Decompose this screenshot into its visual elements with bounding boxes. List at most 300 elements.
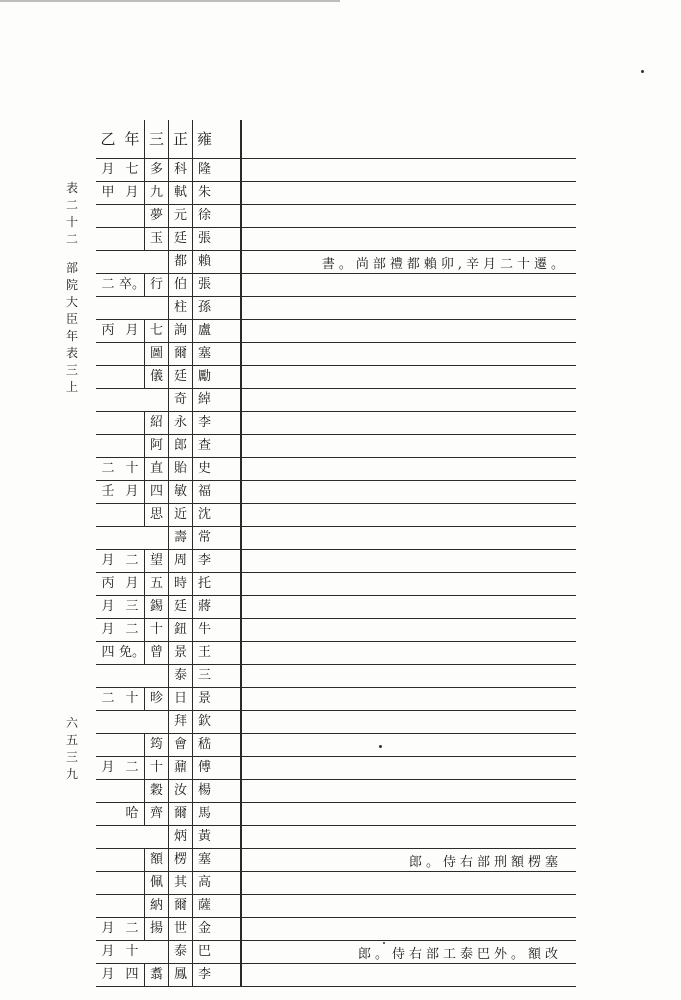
table-cell: 月 (101, 967, 115, 982)
table-cell: 直 (144, 458, 168, 480)
side-char: 臣 (65, 312, 78, 326)
table-row (96, 343, 576, 366)
name-cells (96, 297, 240, 319)
speck (379, 745, 382, 748)
page-number (60, 715, 84, 783)
table-cell: 免。 (119, 645, 146, 660)
table-cell: 塞 (192, 849, 216, 871)
column-divider (240, 550, 242, 572)
column-divider (240, 642, 242, 664)
table-cell: 十 (125, 461, 139, 476)
table-row (96, 458, 576, 481)
table-row (96, 849, 576, 872)
table-cell: 哈 (125, 806, 139, 821)
table-cell: 楞 (168, 849, 192, 871)
table-row (96, 711, 576, 734)
side-char: 九 (65, 767, 78, 781)
table-row (96, 596, 576, 619)
speck (641, 70, 644, 73)
side-char: 表 (65, 346, 78, 360)
table-cell: 月 (125, 185, 139, 200)
side-char: 六 (65, 716, 78, 730)
table-cell (120, 205, 144, 227)
table-cell: 馬 (192, 803, 216, 825)
table-cell: 玉 (144, 228, 168, 250)
table-row (96, 481, 576, 504)
table-row (96, 159, 576, 182)
table-row (96, 688, 576, 711)
table-cell: 行 (144, 274, 168, 296)
table-cell: 金 (192, 918, 216, 940)
table-cell: 年 (124, 130, 140, 148)
speck (383, 942, 385, 944)
table-cell: 科 (168, 159, 192, 181)
name-cells (96, 619, 240, 641)
column-divider (240, 481, 242, 503)
table-cell: 月 (101, 599, 115, 614)
table-cell: 丙 (101, 576, 115, 591)
table-row (96, 527, 576, 550)
table-cell: 史 (192, 458, 216, 480)
table-cell: 錫 (144, 596, 168, 618)
column-divider (240, 918, 242, 940)
name-cells (96, 389, 240, 411)
table-cell (120, 711, 144, 733)
table-cell: 張 (192, 228, 216, 250)
side-running-title (60, 180, 84, 396)
table-cell: 卒。 (119, 277, 146, 292)
table-cell: 十 (144, 757, 168, 779)
table-cell (120, 527, 144, 549)
column-divider (240, 964, 242, 986)
name-cells (96, 573, 240, 595)
table-cell: 會 (168, 734, 192, 756)
table-cell: 嵇 (192, 734, 216, 756)
table-cell: 七 (125, 162, 139, 177)
table-cell: 時 (168, 573, 192, 595)
name-cells (96, 366, 240, 388)
table-cell: 奇 (168, 389, 192, 411)
appointment-note: 郎。侍右部工泰巴外。額改 (357, 946, 562, 962)
table-cell: 隆 (192, 159, 216, 181)
name-cells (96, 665, 240, 687)
table-cell: 景 (168, 642, 192, 664)
table-cell: 二 (125, 622, 139, 637)
table-cell: 揚 (144, 918, 168, 940)
table-cell: 納 (144, 895, 168, 917)
table-cell: 其 (168, 872, 192, 894)
table-cell (120, 251, 144, 273)
table-cell: 穀 (144, 780, 168, 802)
table-cell: 三 (125, 599, 139, 614)
table-cell: 永 (168, 412, 192, 434)
table-cell: 賴 (192, 251, 216, 273)
name-cells (96, 120, 240, 158)
column-divider (240, 458, 242, 480)
table-row (96, 665, 576, 688)
table-row (96, 366, 576, 389)
table-cell (144, 297, 168, 319)
table-cell: 曾 (144, 642, 168, 664)
table-cell: 十 (125, 691, 139, 706)
table-cell (120, 665, 144, 687)
table-cell: 夢 (144, 205, 168, 227)
column-divider (240, 780, 242, 802)
column-divider (240, 435, 242, 457)
table-cell: 月 (125, 484, 139, 499)
column-divider (240, 619, 242, 641)
name-cells (96, 458, 240, 480)
table-cell: 福 (192, 481, 216, 503)
table-cell (120, 872, 144, 894)
table-cell: 月 (101, 622, 115, 637)
table-cell (120, 228, 144, 250)
side-char: 二 (65, 198, 78, 212)
table-row (96, 573, 576, 596)
table-cell: 詢 (168, 320, 192, 342)
table-cell: 筠 (144, 734, 168, 756)
column-divider (240, 182, 242, 204)
column-divider (240, 941, 242, 963)
table-cell: 三 (144, 120, 168, 158)
table-cell: 元 (168, 205, 192, 227)
table-cell: 二 (101, 461, 115, 476)
table-cell: 二 (125, 553, 139, 568)
column-divider (240, 366, 242, 388)
table-cell: 乙 (100, 130, 116, 148)
table-cell (120, 849, 144, 871)
table-cell: 張 (192, 274, 216, 296)
appointment-note: 書。尚部禮都賴卯,辛月二十遷。 (321, 256, 568, 272)
table-cell: 多 (144, 159, 168, 181)
table-row (96, 320, 576, 343)
table-cell: 周 (168, 550, 192, 572)
table-cell: 十 (125, 944, 139, 959)
table-cell: 敏 (168, 481, 192, 503)
table-cell: 欽 (192, 711, 216, 733)
name-cells (96, 527, 240, 549)
table-cell: 泰 (168, 665, 192, 687)
column-divider (240, 872, 242, 894)
column-divider (240, 120, 242, 158)
table-row (96, 964, 576, 987)
table-cell: 常 (192, 527, 216, 549)
name-cells (96, 826, 240, 848)
page-top-rule (0, 0, 340, 2)
table-cell (120, 412, 144, 434)
name-cells (96, 550, 240, 572)
table-cell: 五 (144, 573, 168, 595)
column-divider (240, 757, 242, 779)
table-cell: 綽 (192, 389, 216, 411)
name-cells (96, 895, 240, 917)
table-cell: 廷 (168, 596, 192, 618)
name-cells (96, 343, 240, 365)
table-cell (96, 780, 120, 802)
table-cell: 正 (168, 120, 192, 158)
table-cell: 月 (125, 576, 139, 591)
side-char: 三 (65, 750, 78, 764)
table-cell: 爾 (168, 803, 192, 825)
column-divider (240, 711, 242, 733)
table-row (96, 297, 576, 320)
table-cell: 李 (192, 964, 216, 986)
column-divider (240, 205, 242, 227)
table-cell: 七 (144, 320, 168, 342)
side-char: 表 (65, 181, 78, 195)
name-cells (96, 780, 240, 802)
table-cell: 黃 (192, 826, 216, 848)
name-cells (96, 159, 240, 181)
table-cell (120, 389, 144, 411)
table-cell (96, 251, 120, 273)
table-cell: 近 (168, 504, 192, 526)
column-divider (240, 826, 242, 848)
table-cell: 世 (168, 918, 192, 940)
table-cell (144, 389, 168, 411)
table-row (96, 274, 576, 297)
table-cell: 月 (101, 162, 115, 177)
table-cell: 孫 (192, 297, 216, 319)
name-cells (96, 642, 240, 664)
table-cell (96, 412, 120, 434)
table-cell: 月 (101, 921, 115, 936)
column-divider (240, 320, 242, 342)
table-cell: 齊 (144, 803, 168, 825)
table-cell: 圖 (144, 343, 168, 365)
table-cell: 汝 (168, 780, 192, 802)
table-cell (96, 734, 120, 756)
column-divider (240, 389, 242, 411)
table-cell: 塞 (192, 343, 216, 365)
table-row (96, 642, 576, 665)
table-cell: 炳 (168, 826, 192, 848)
side-char: 三 (65, 363, 78, 377)
table-cell (96, 297, 120, 319)
name-cells (96, 849, 240, 871)
table-cell: 壬 (101, 484, 115, 499)
table-row (96, 780, 576, 803)
table-cell: 鈕 (168, 619, 192, 641)
table-cell: 二 (125, 760, 139, 775)
table-cell: 李 (192, 550, 216, 572)
name-cells (96, 734, 240, 756)
table-cell: 廷 (168, 228, 192, 250)
table-cell (120, 297, 144, 319)
table-cell (96, 803, 120, 825)
table-row (96, 918, 576, 941)
column-divider (240, 228, 242, 250)
side-char: 年 (65, 329, 78, 343)
table-cell: 貽 (168, 458, 192, 480)
side-char: 大 (65, 295, 78, 309)
table-cell (96, 872, 120, 894)
name-cells (96, 205, 240, 227)
table-row (96, 550, 576, 573)
name-cells (96, 412, 240, 434)
table-cell: 王 (192, 642, 216, 664)
table-cell: 傅 (192, 757, 216, 779)
table-cell: 九 (144, 182, 168, 204)
table-row (96, 412, 576, 435)
table-cell: 都 (168, 251, 192, 273)
table-row (96, 734, 576, 757)
table-cell (96, 849, 120, 871)
table-cell (120, 734, 144, 756)
table-cell (96, 389, 120, 411)
table-cell: 二 (101, 691, 115, 706)
table-cell: 二 (101, 277, 115, 292)
table-cell (120, 895, 144, 917)
table-cell: 十 (144, 619, 168, 641)
table-cell (96, 826, 120, 848)
name-cells (96, 757, 240, 779)
table-cell (144, 251, 168, 273)
name-cells (96, 688, 240, 710)
table-row (96, 826, 576, 849)
side-char: 部 (65, 261, 78, 275)
table-row (96, 228, 576, 251)
table-cell: 泰 (168, 941, 192, 963)
table-row (96, 389, 576, 412)
table-cell (120, 366, 144, 388)
name-cells (96, 182, 240, 204)
table-cell (96, 205, 120, 227)
table-cell: 額 (144, 849, 168, 871)
column-divider (240, 573, 242, 595)
table-cell: 鼐 (168, 757, 192, 779)
table-cell: 盧 (192, 320, 216, 342)
column-divider (240, 849, 242, 871)
column-divider (240, 159, 242, 181)
column-divider (240, 251, 242, 273)
column-divider (240, 803, 242, 825)
name-cells (96, 504, 240, 526)
table-row (96, 941, 576, 964)
name-cells (96, 964, 240, 986)
table-cell (120, 435, 144, 457)
table-cell: 四 (144, 481, 168, 503)
table-cell (144, 711, 168, 733)
table-cell: 爾 (168, 895, 192, 917)
table-cell: 二 (125, 921, 139, 936)
table-cell: 雍 (192, 120, 216, 158)
table-cell: 巴 (192, 941, 216, 963)
table-cell (144, 665, 168, 687)
column-divider (240, 412, 242, 434)
column-divider (240, 274, 242, 296)
side-char: 十 (65, 215, 78, 229)
table-cell: 月 (125, 323, 139, 338)
table-cell: 壽 (168, 527, 192, 549)
table-cell: 望 (144, 550, 168, 572)
table-cell: 阿 (144, 435, 168, 457)
table-cell (144, 527, 168, 549)
table-row (96, 504, 576, 527)
table-cell: 郎 (168, 435, 192, 457)
table-cell (120, 826, 144, 848)
table-cell: 儀 (144, 366, 168, 388)
table-row (96, 205, 576, 228)
table-cell: 爾 (168, 343, 192, 365)
table-cell: 拜 (168, 711, 192, 733)
table-cell (96, 343, 120, 365)
table-cell: 翥 (144, 964, 168, 986)
table-cell: 蔣 (192, 596, 216, 618)
table-cell: 月 (101, 944, 115, 959)
table-row (96, 435, 576, 458)
table-row (96, 757, 576, 780)
table-cell: 托 (192, 573, 216, 595)
name-cells (96, 481, 240, 503)
table-cell: 景 (192, 688, 216, 710)
name-cells (96, 435, 240, 457)
name-cells (96, 941, 240, 963)
table-cell: 思 (144, 504, 168, 526)
table-cell (120, 780, 144, 802)
table-cell: 紹 (144, 412, 168, 434)
column-divider (240, 504, 242, 526)
name-cells (96, 872, 240, 894)
table-cell: 三 (192, 665, 216, 687)
table-cell (96, 527, 120, 549)
table-cell: 月 (101, 553, 115, 568)
name-cells (96, 711, 240, 733)
table-cell (96, 665, 120, 687)
table-cell: 昣 (144, 688, 168, 710)
table-cell (144, 826, 168, 848)
table-cell (144, 941, 168, 963)
column-divider (240, 596, 242, 618)
column-divider (240, 734, 242, 756)
table-cell: 伯 (168, 274, 192, 296)
column-divider (240, 688, 242, 710)
name-cells (96, 274, 240, 296)
name-cells (96, 918, 240, 940)
table-cell: 軾 (168, 182, 192, 204)
table-cell: 查 (192, 435, 216, 457)
table-cell: 日 (168, 688, 192, 710)
table-cell (96, 504, 120, 526)
table-cell: 徐 (192, 205, 216, 227)
table-cell (96, 228, 120, 250)
table-row (96, 803, 576, 826)
table-cell (96, 366, 120, 388)
column-divider (240, 527, 242, 549)
column-divider (240, 297, 242, 319)
table-cell: 廷 (168, 366, 192, 388)
table-cell: 高 (192, 872, 216, 894)
table-cell: 四 (101, 645, 115, 660)
table-cell (96, 711, 120, 733)
table-cell: 薩 (192, 895, 216, 917)
table-row (96, 872, 576, 895)
official-roster-table (96, 120, 576, 982)
side-char: 上 (65, 380, 78, 394)
column-divider (240, 665, 242, 687)
table-row (96, 182, 576, 205)
name-cells (96, 803, 240, 825)
side-char: 五 (65, 733, 78, 747)
table-cell: 柱 (168, 297, 192, 319)
table-row (96, 619, 576, 642)
table-cell: 月 (101, 760, 115, 775)
side-char: 二 (65, 232, 78, 246)
table-cell: 沈 (192, 504, 216, 526)
table-cell: 甲 (101, 185, 115, 200)
name-cells (96, 596, 240, 618)
table-cell (96, 435, 120, 457)
